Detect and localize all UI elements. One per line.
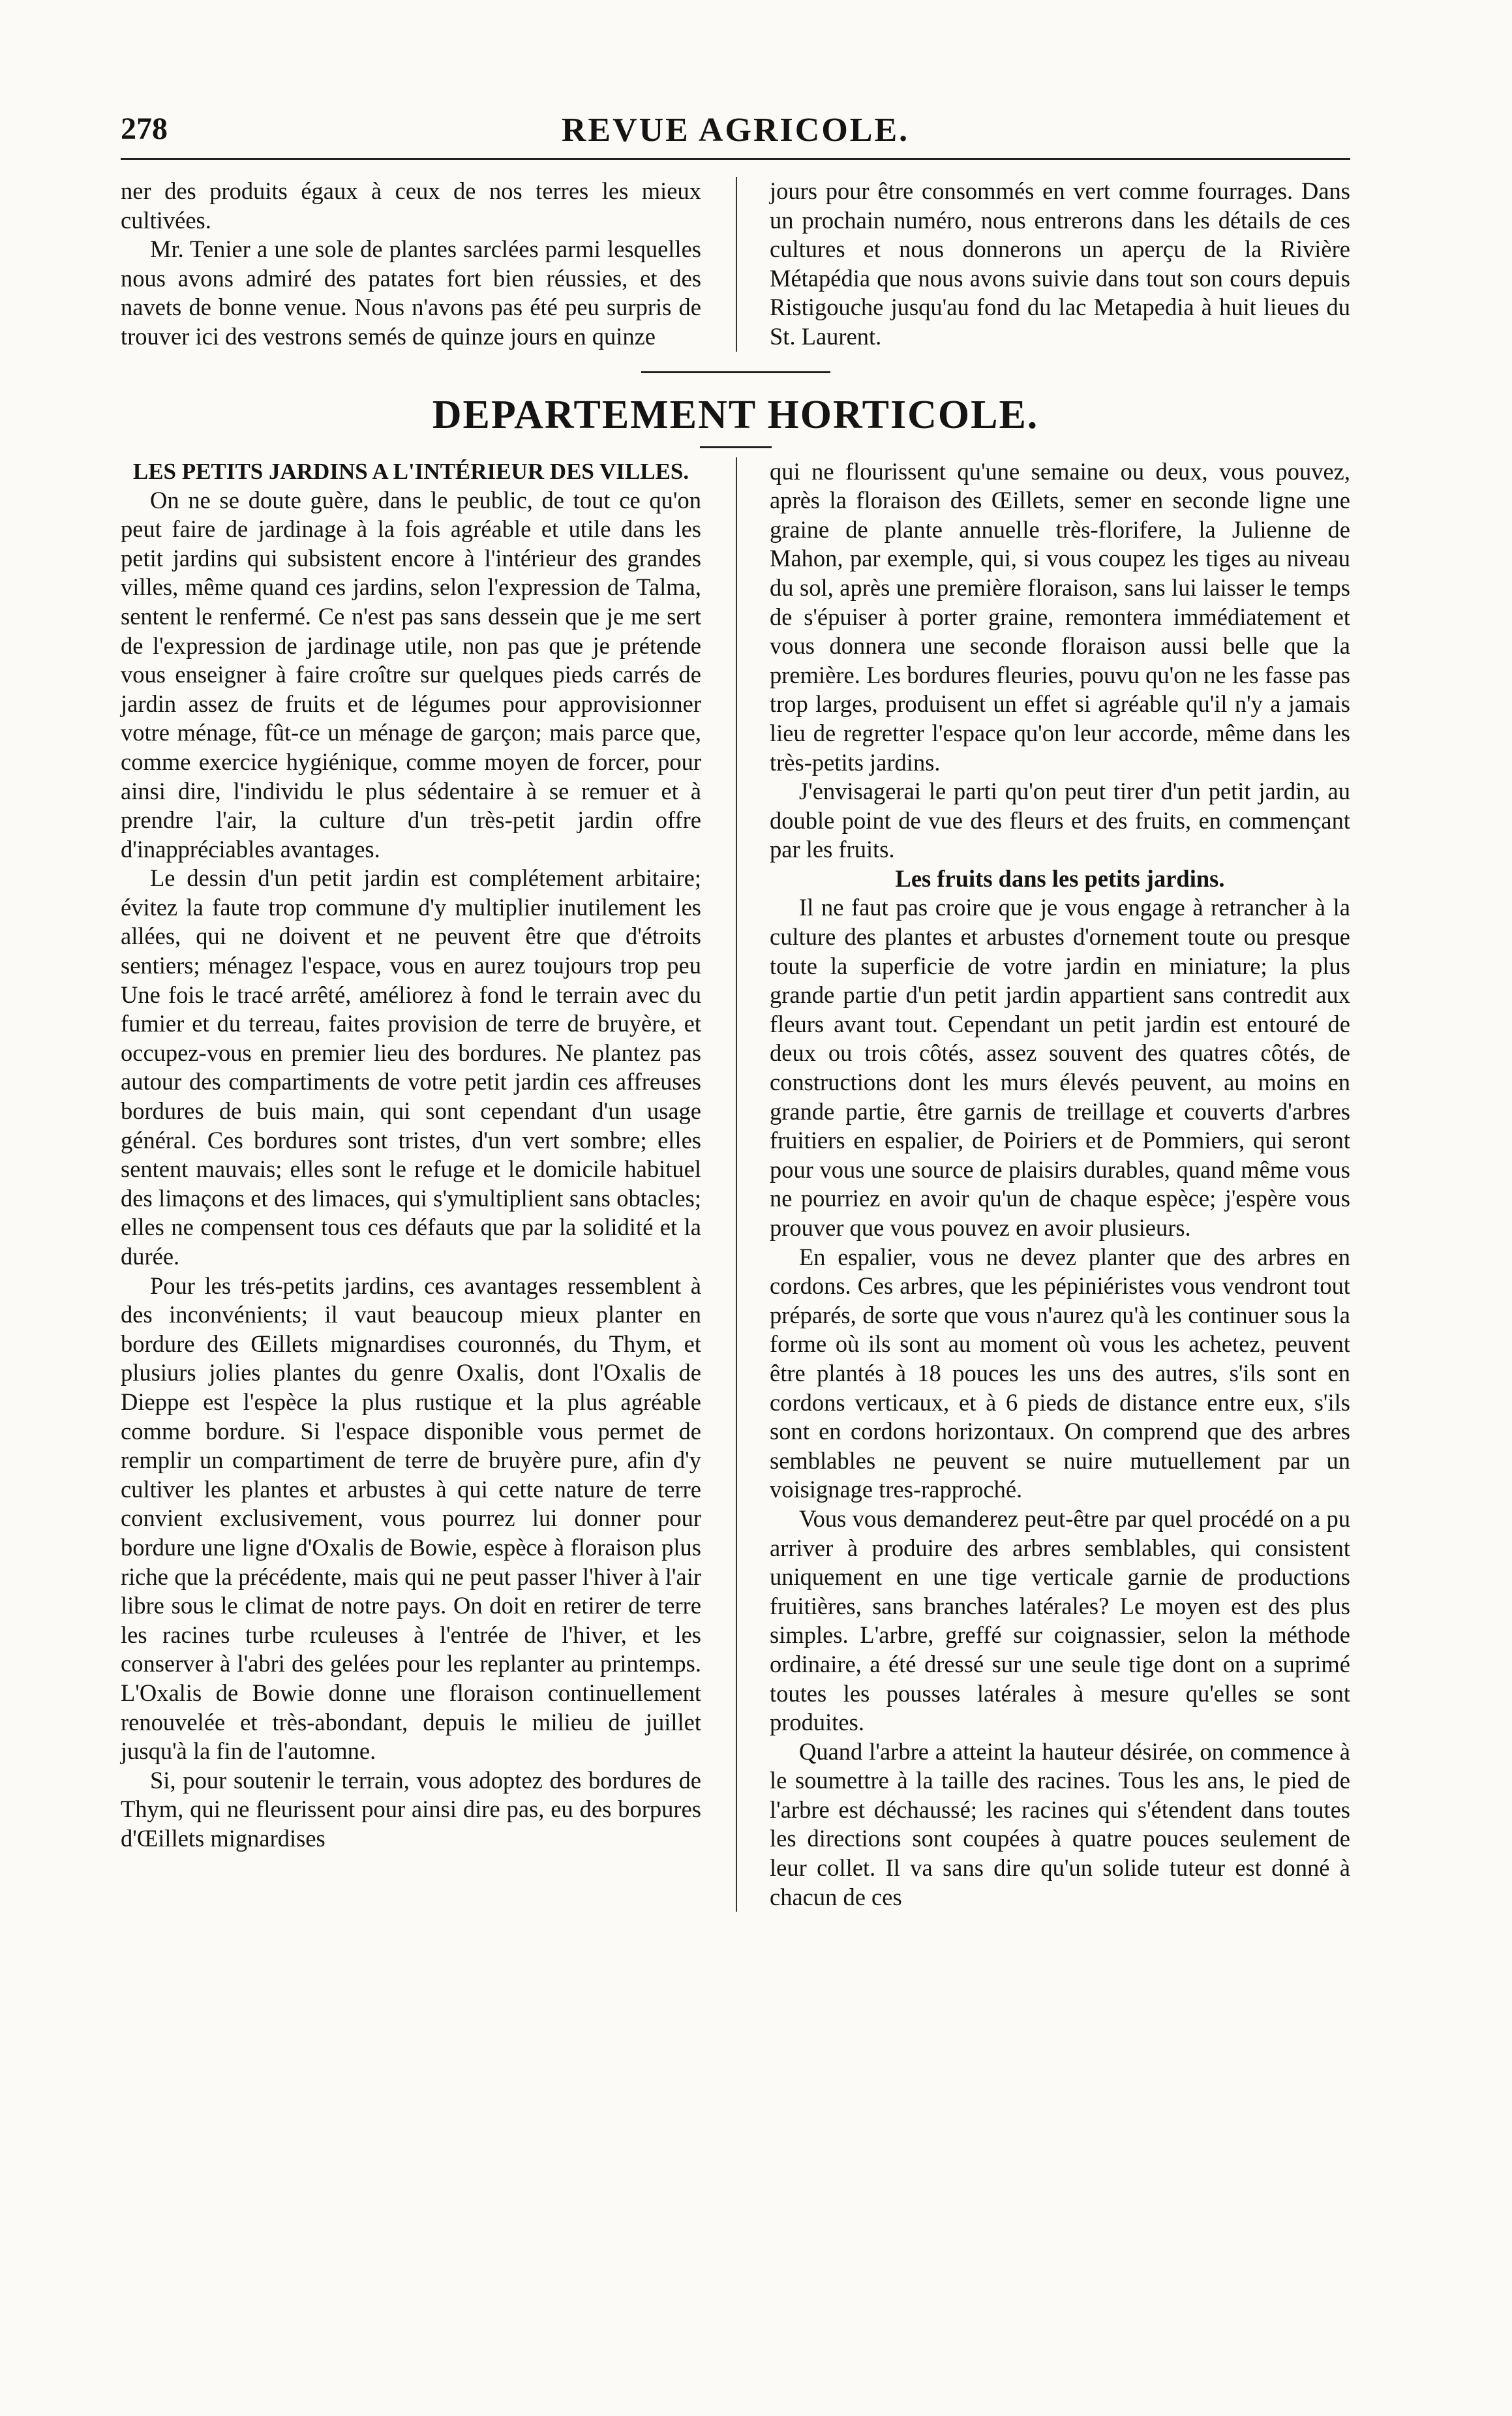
subheading: Les fruits dans les petits jardins. (895, 864, 1225, 892)
paragraph: Mr. Tenier a une sole de plantes sarclées parmi lesquelles nous avons admiré des patates fort bien réussies, et des navets de bonne venue. Nous n'avons pas été peu surpris de trouver ici des vestrons semés de quinze jours en quinze (121, 236, 701, 350)
paragraph: Vous vous demanderez peut-être par quel procédé on a pu arriver à produire des arbres semblables, qui consistent uniquement en une tige verticale garnie de productions fruitières, sans branches latérales? Le moyen est des plus simples. L'arbre, greffé sur coignassier, selon la méthode ordinaire, a été dressé sur une seule tige dont on a suprimé toutes les pousses latérales à mesure qu'elles se sont produites. (770, 1505, 1350, 1736)
paragraph: Si, pour soutenir le terrain, vous adoptez des bordures de Thym, qui ne fleurissent pour ainsi dire pas, eu des borpures d'Œillets mignardises (121, 1766, 701, 1852)
left-column (121, 457, 701, 1912)
title-rule (700, 446, 772, 448)
paragraph: En espalier, vous ne devez planter que des arbres en cordons. Ces arbres, que les pépiniéristes vous vendront tout préparés, de sorte que vous n'aurez qu'à les continuer sous la forme où ils sont au moment où vous les achetez, peuvent être plantés à 18 pouces les uns des autres, s'ils sont en cordons verticaux, et à 6 pieds de distance entre eux, s'ils sont en cordons horizontaux. On comprend que des arbres semblables ne peuvent se nuire mutuellement par un voisignage tres-rapproché. (770, 1243, 1350, 1503)
paragraph: On ne se doute guère, dans le peublic, de tout ce qu'on peut faire de jardinage à la fois agréable et utile dans les petit jardins qui subsistent encore à l'intérieur des grandes villes, même quand ces jardins, selon l'expression de Talma, sentent le renfermé. Ce n'est pas sans dessein que je me sert de l'expression de jardinage utile, non pas que je prétende vous enseigner à faire croître sur quelques pieds carrés de jardin assez de fruits et de légumes pour approvisionner votre ménage, fût-ce un ménage de garçon; mais parce que, comme exercice hygiénique, comme moyen de forcer, pour ainsi dire, l'individu le plus sédentaire à se remuer et à prendre l'air, la culture d'un très-petit jardin offre d'inappréciables avantages. (121, 486, 701, 863)
paragraph: Le dessin d'un petit jardin est complétement arbitaire; évitez la faute trop commune d'y multiplier inutilement les allées, qui ne doivent et ne peuvent être que d'étroits sentiers; ménagez l'espace, vous en aurez toujours trop peu Une fois le tracé arrêté, améliorez à fond le terrain avec du fumier et du terreau, faites provision de terre de bruyère, et occupez-vous en premier lieu des bordures. Ne plantez pas autour des compartiments de votre petit jardin ces affreuses bordures de buis main, qui sont cependant d'un usage général. Ces bordures sont tristes, d'un vert sombre; elles sentent mauvais; elles sont le refuge et le domicile habituel des limaçons et des limaces, qui s'ymultiplient sans obtacles; elles ne compensent tous ces défauts que par la solidité et la durée. (121, 864, 701, 1270)
journal-title: REVUE AGRICOLE. (561, 112, 910, 149)
paragraph: jours pour être consommés en vert comme fourrages. Dans un prochain numéro, nous entrerons dans les détails de ces cultures et nous donnerons un aperçu de la Rivière Métapédia que nous avons suivie dans tout son cours depuis Ristigouche jusqu'au fond du lac Metapedia à huit lieues du St. Laurent. (770, 177, 1350, 350)
paragraph: Pour les trés-petits jardins, ces avantages ressemblent à des inconvénients; il vaut beaucoup mieux planter en bordure des Œillets mignardises couronnés, du Thym, et plusiurs jolies plantes du genre Oxalis, dont l'Oxalis de Dieppe est l'espèce la plus rustique et la plus agréable comme bordure. Si l'espace disponible vous permet de remplir un compartiment de terre de bruyère pure, afin d'y cultiver les plantes et arbustes à qui cette nature de terre convient exclusivement, vous pourrez lui donner pour bordure une ligne d'Oxalis de Bowie, espèce à floraison plus riche que la précédente, mais qui ne peut passer l'hiver à l'air libre sous le climat de notre pays. On doit en retirer de terre les racines turbe rculeuses à l'entrée de l'hiver, et les conserver à l'abri des gelées pour les replanter au printemps. L'Oxalis de Bowie donne une floraison continuellement renouvelée et très-abondant, depuis le milieu de juillet jusqu'à la fin de l'automne. (121, 1272, 701, 1765)
newspaper-page (121, 111, 1350, 2355)
page-number: 278 (121, 112, 168, 146)
paragraph: J'envisagerai le parti qu'on peut tirer d'un petit jardin, au double point de vue des fleurs et des fruits, en commençant par les fruits. (770, 778, 1350, 863)
right-column (770, 457, 1350, 1912)
section-title: DEPARTEMENT HORTICOLE. (432, 392, 1039, 437)
article-body (121, 457, 1350, 1912)
paragraph: Il ne faut pas croire que je vous engage à retrancher à la culture des plantes et arbustes d'ornement toute ou presque toute la superficie de votre jardin en miniature; la plus grande partie d'un petit jardin appartient sans contredit aux fleurs avant tout. Cependant un petit jardin est entouré de deux ou trois côtés, assez souvent des quatres côtés, de constructions dont les murs élevés peuvent, au moins en grande partie, être garnis de treillage et couverts d'arbres fruitiers en espalier, de Poiriers et de Pommiers, qui seront pour vous une source de plaisirs durables, quand même vous ne pourriez en avoir qu'un de chaque espèce; j'espère vous prouver que vous pouvez en avoir plusieurs. (770, 894, 1350, 1241)
section-divider (641, 371, 830, 373)
paragraph: ner des produits égaux à ceux de nos terres les mieux cultivées. (121, 177, 701, 234)
top-left-column (121, 177, 701, 352)
continued-article (121, 177, 1350, 352)
paragraph: Quand l'arbre a atteint la hauteur désirée, on commence à le soumettre à la taille des racines. Tous les ans, le pied de l'arbre est déchaussé; les racines qui s'étendent dans toutes les directions sont coupées à quatre pouces seulement de leur collet. Il va sans dire qu'un solide tuteur est donné à chacun de ces (770, 1737, 1350, 1910)
paragraph: qui ne flourissent qu'une semaine ou deux, vous pouvez, après la floraison des Œillets, semer en seconde ligne une graine de plante annuelle très-florifere, la Julienne de Mahon, par exemple, qui, si vous coupez les tiges au niveau du sol, après une première floraison, sans lui laisser le temps de s'épuiser à porter graine, remontera immédiatement et vous donnera une seconde floraison aussi belle que la première. Les bordures fleuries, pouvu qu'on ne les fasse pas trop larges, produisent un effet si agréable qu'il n'y a jamais lieu de regretter l'espace qu'on leur accorde, même dans les très-petits jardins. (770, 457, 1350, 776)
running-head (121, 111, 1350, 160)
article-title: LES PETITS JARDINS A L'INTÉRIEUR DES VILLES. (132, 458, 689, 484)
top-right-column (770, 177, 1350, 352)
